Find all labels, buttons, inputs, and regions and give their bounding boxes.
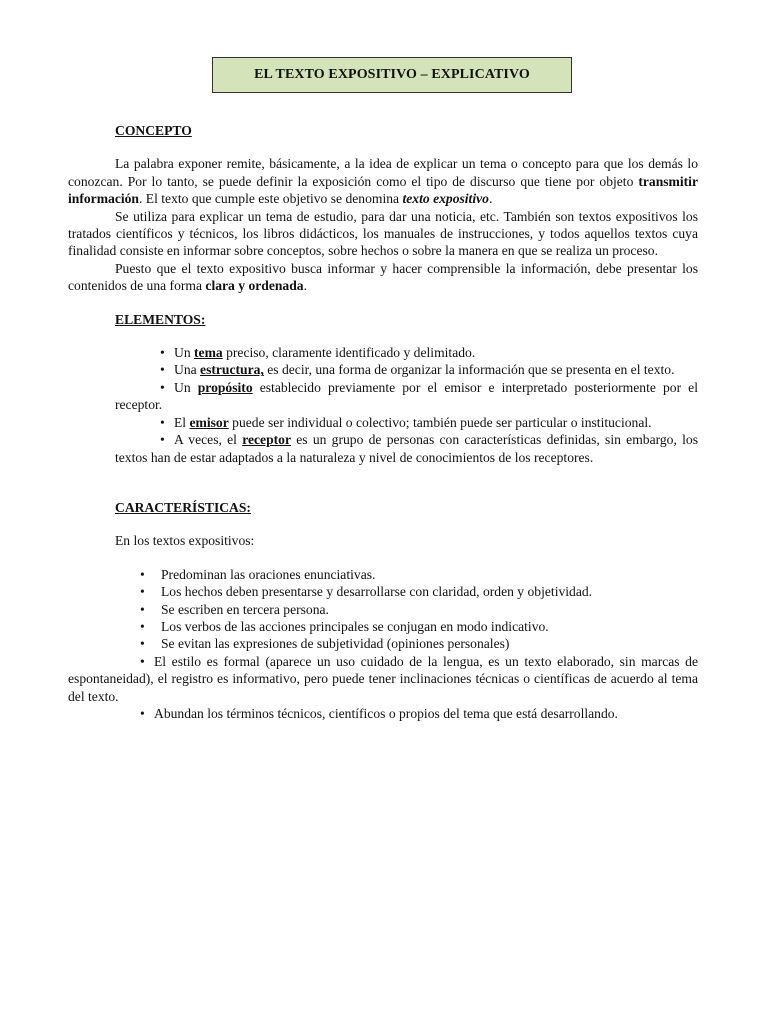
list-item: • Un propósito establecido previamente por el emisor e interpretado posteriormente por el receptor. <box>115 379 698 413</box>
list-item: • A veces, el receptor es un grupo de personas con características definidas, sin embargo, los textos han de estar adaptados a la naturaleza y nivel de conocimientos de los receptores. <box>115 432 698 465</box>
document-body <box>68 122 698 722</box>
document-title-text: EL TEXTO EXPOSITIVO – EXPLICATIVO <box>254 67 530 82</box>
caracteristicas-list <box>68 566 698 723</box>
list-item: • Abundan los términos técnicos, científicos o propios del tema que está desarrollando. <box>140 705 618 721</box>
caracteristicas-heading: CARACTERÍSTICAS: <box>115 499 251 515</box>
concepto-paragraph-1: La palabra exponer remite, básicamente, a la idea de explicar un tema o concepto para que los demás lo conozcan. Por lo tanto, se puede definir la exposición como el tipo de discurso que tiene por objeto transmitir información. El texto que cumple este objetivo se denomina texto expositivo. <box>68 156 698 207</box>
list-item: • Un tema preciso, claramente identificado y delimitado. <box>160 345 476 361</box>
list-item: • Los verbos de las acciones principales se conjugan en modo indicativo. <box>140 618 549 634</box>
elementos-list <box>68 344 698 466</box>
concepto-paragraph-2: Se utiliza para explicar un tema de estudio, para dar una noticia, etc. También son textos expositivos los tratados científicos y técnicos, los libros didácticos, los manuales de instrucciones, y todos aquellos textos cuya finalidad consiste en informar sobre conceptos, sobre hechos o sobre la manera en que se realiza un proceso. <box>68 208 698 259</box>
list-item: • Una estructura, es decir, una forma de organizar la información que se presenta en el texto. <box>160 362 675 378</box>
list-item: • Los hechos deben presentarse y desarrollarse con claridad, orden y objetividad. <box>140 584 593 600</box>
caracteristicas-intro: En los textos expositivos: <box>115 533 255 549</box>
list-item: • Predominan las oraciones enunciativas. <box>140 566 376 582</box>
elementos-heading: ELEMENTOS: <box>115 311 206 327</box>
concepto-paragraph-3: Puesto que el texto expositivo busca informar y hacer comprensible la información, debe presentar los contenidos de una forma clara y ordenada. <box>68 260 698 294</box>
concepto-heading: CONCEPTO <box>115 123 192 138</box>
list-item: • El emisor puede ser individual o colectivo; también puede ser particular o institucional. <box>160 414 652 430</box>
list-item: • El estilo es formal (aparece un uso cuidado de la lengua, es un texto elaborado, sin marcas de espontaneidad), el registro es informativo, pero puede tener inclinaciones técnicas o científicas de acuerdo al tema del texto. <box>68 653 698 704</box>
list-item: • Se evitan las expresiones de subjetividad (opiniones personales) <box>140 636 510 652</box>
document-title <box>212 57 572 93</box>
list-item: • Se escriben en tercera persona. <box>140 601 329 617</box>
